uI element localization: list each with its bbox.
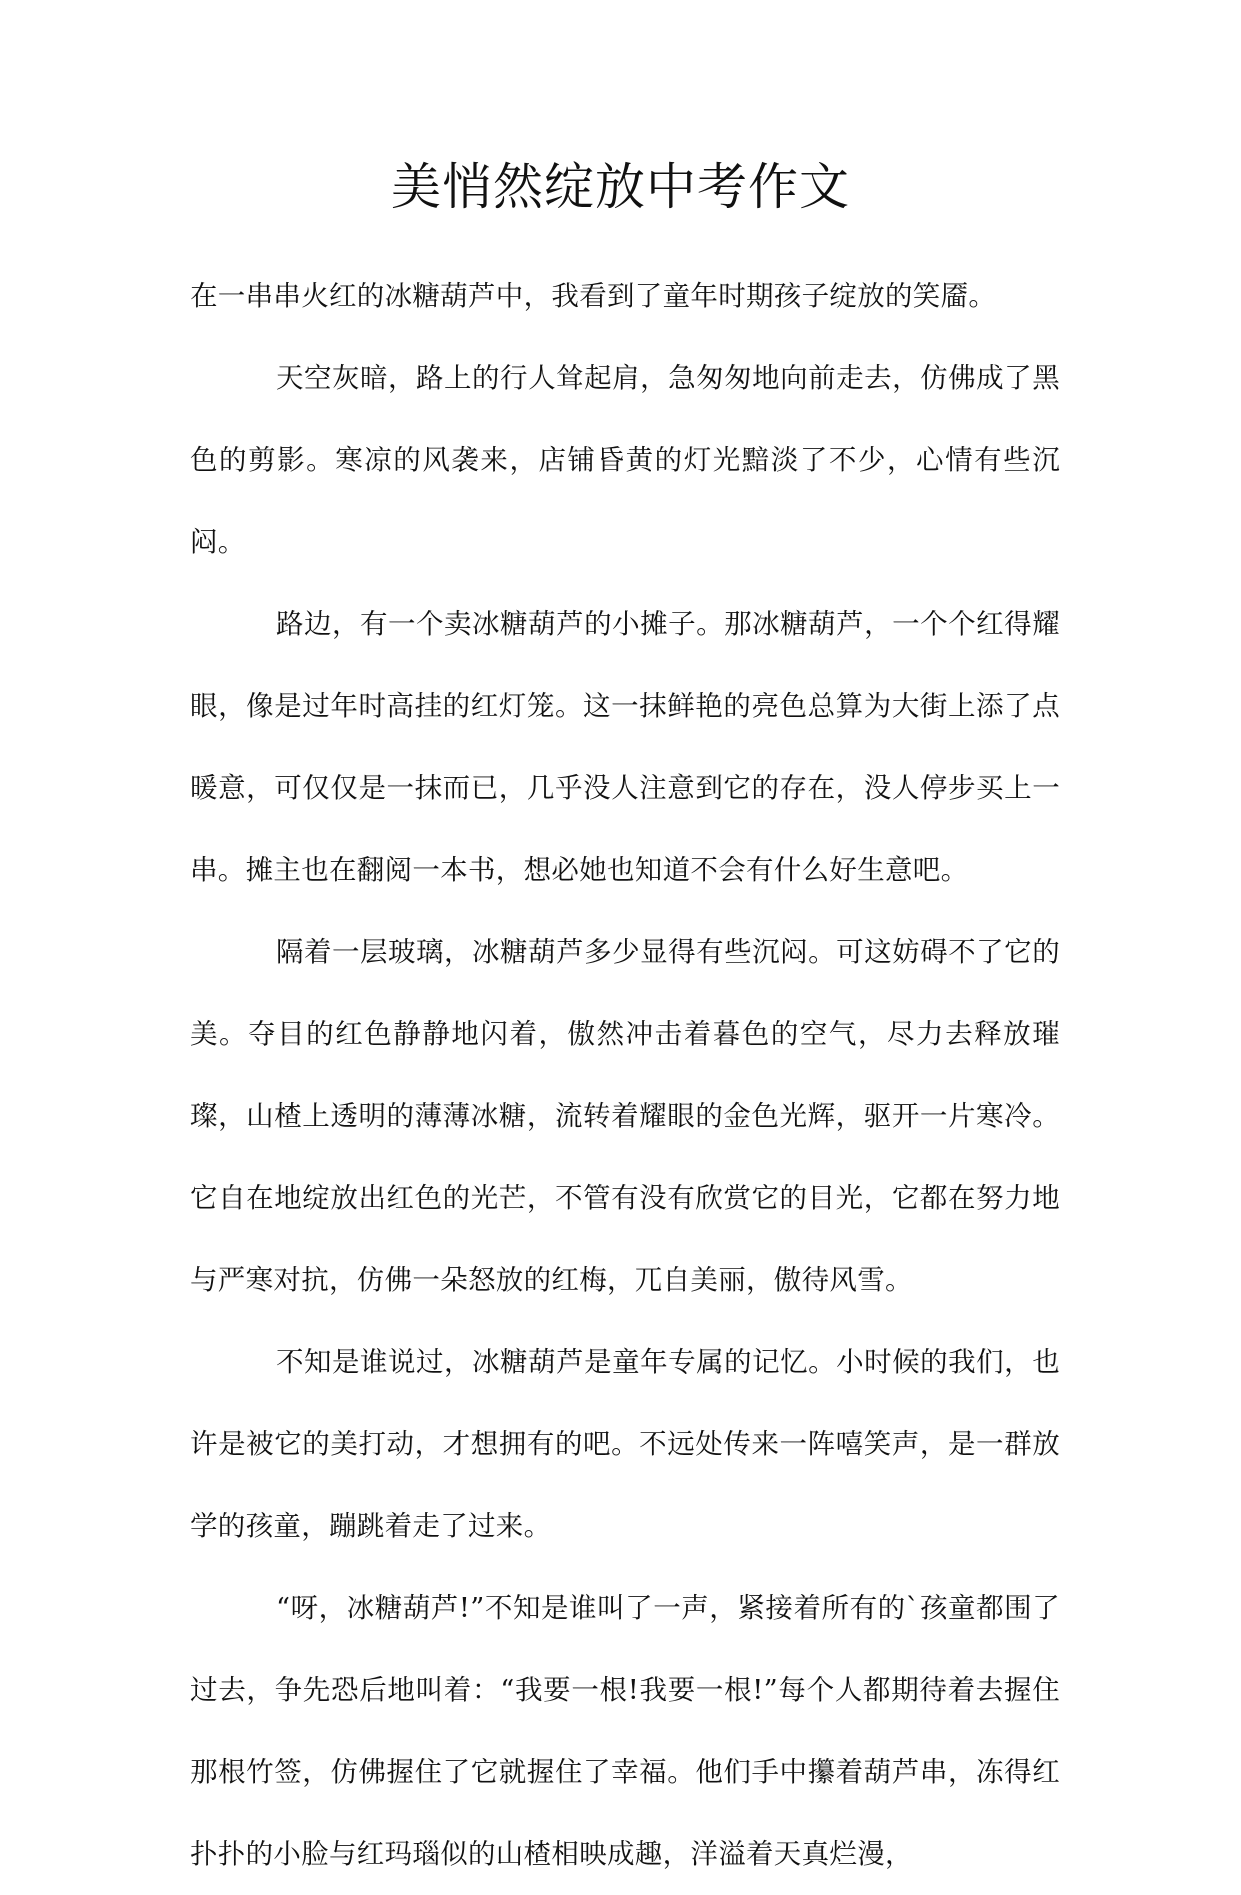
paragraph-4: 隔着一层玻璃，冰糖葫芦多少显得有些沉闷。可这妨碍不了它的美。夺目的红色静静地闪着，傲然冲击着暮色的空气，尽力去释放璀璨，山楂上透明的薄薄冰糖，流转着耀眼的金色光辉，驱开一片寒冷。它自在地绽放出红色的光芒，不管有没有欣赏它的目光，它都在努力地与严寒对抗，仿佛一朵怒放的红梅，兀自美丽，傲待风雪。 xyxy=(190,936,1060,1296)
paragraph-6: “呀，冰糖葫芦!”不知是谁叫了一声，紧接着所有的`孩童都围了过去，争先恐后地叫着：“我要一根!我要一根!”每个人都期待着去握住那根竹签，仿佛握住了它就握住了幸福。他们手中攥着葫芦串，冻得红扑扑的小脸与红玛瑙似的山楂相映成趣，洋溢着天真烂漫， xyxy=(190,1592,1060,1870)
page-title: 美悄然绽放中考作文 xyxy=(391,158,850,216)
paragraph-2: 天空灰暗，路上的行人耸起肩，急匆匆地向前走去，仿佛成了黑色的剪影。寒凉的风袭来，店铺昏黄的灯光黯淡了不少，心情有些沉闷。 xyxy=(190,362,1060,558)
paragraph-3: 路边，有一个卖冰糖葫芦的小摊子。那冰糖葫芦，一个个红得耀眼，像是过年时高挂的红灯笼。这一抹鲜艳的亮色总算为大街上添了点暖意，可仅仅是一抹而已，几乎没人注意到它的存在，没人停步买上一串。摊主也在翻阅一本书，想必她也知道不会有什么好生意吧。 xyxy=(190,608,1060,886)
paragraph-1: 在一串串火红的冰糖葫芦中，我看到了童年时期孩子绽放的笑靥。 xyxy=(190,280,997,312)
paragraph-5: 不知是谁说过，冰糖葫芦是童年专属的记忆。小时候的我们，也许是被它的美打动，才想拥有的吧。不远处传来一阵嘻笑声，是一群放学的孩童，蹦跳着走了过来。 xyxy=(190,1346,1060,1542)
essay-body xyxy=(190,255,1060,1895)
